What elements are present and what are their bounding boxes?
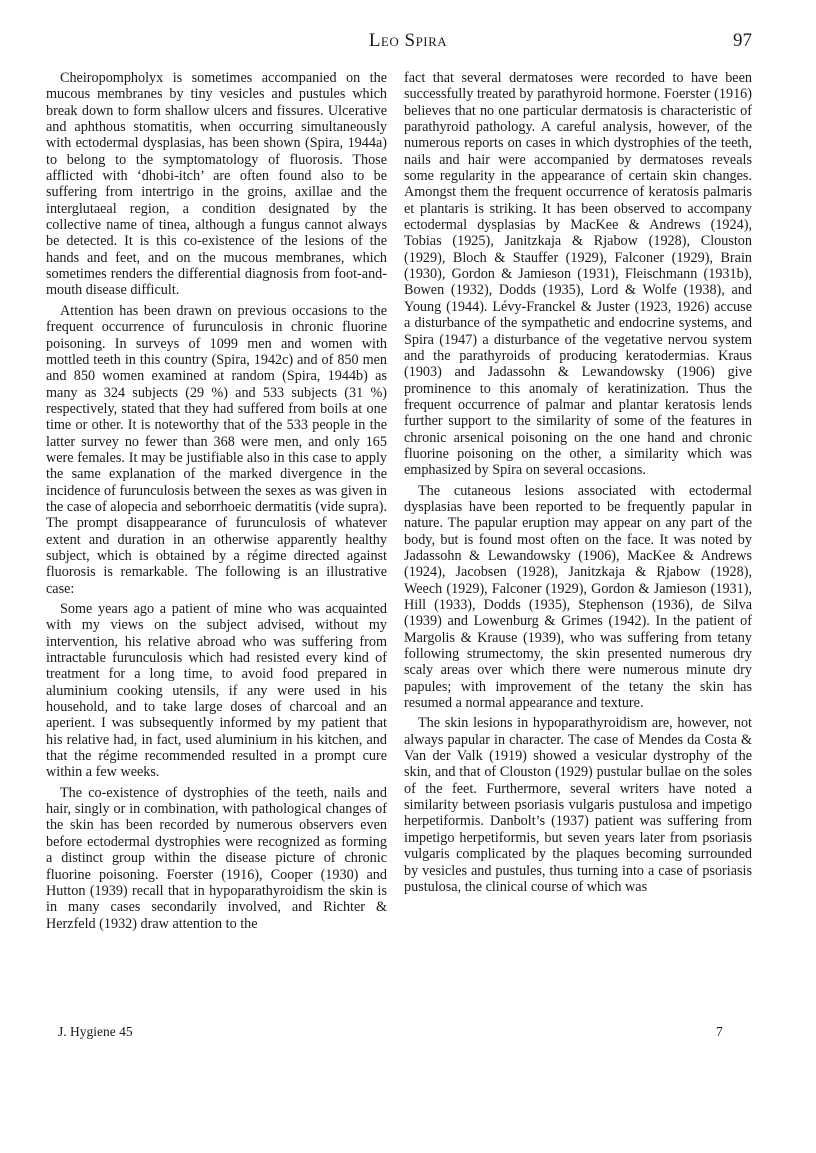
paragraph: The cutaneous lesions associated with ectodermal dysplasias have been reported to be frequently papular in nature. The papular eruption may appear on any part of the body, but is found most often on the face. It was noted by Jadassohn & Lewandowsky (1906), MacKee & Andrews (1924), Jacobsen (1928), Janitzkaja & Rjabow (1928), Weech (1929), Falconer (1929), Gordon & Jamieson (1931), Hill (1933), Dodds (1935), Stephenson (1936), de Silva (1939) and Lowenburg & Grimes (1942). In the patient of Margolis & Krause (1939), who was suffering from tetany following strumectomy, the skin presented numerous dry scaly areas over which there were numerous minute dry papules; with improvement of the tetany the skin has resumed a normal appearance and texture. [404,482,752,712]
paragraph-continuation: fact that several dermatoses were recorded to have been successfully treated by parathyroid hormone. Foerster (1916) believes that no one particular dermatosis is characteristic of parathyroid pathology. A careful analysis, however, of the numerous reports on cases in which dystrophies of the teeth, nails and hair were accompanied by dermatoses reveals some regularity in the appearance of certain skin changes. Amongst them the frequent occurrence of keratosis palmaris et plantaris is striking. It has been observed to accompany ectodermal dysplasias by MacKee & Andrews (1924), Tobias (1925), Janitzkaja & Rjabow (1928), Clouston (1929), Bloch & Stauffer (1929), Falconer (1929), Brain (1930), Gordon & Jamieson (1931), Fleischmann (1931b), Bowen (1932), Dodds (1935), Lord & Wolfe (1938), and Young (1944). Lévy-Franckel & Juster (1923, 1926) accuse a disturbance of the sympathetic and endocrine systems, and Spira (1947) a disturbance of the vegetative nervou system and the parathyroids of producing keratodermias. Kraus (1903) and Jadassohn & Lewandowsky (1906) give prominence to this anomaly of keratinization. Thus the frequent occurrence of palmar and plantar keratosis lends further support to the similarity of some of the features in chronic arsenical poisoning on the one hand and chronic fluorine poisoning on the other, a similarity which was emphasized by Spira on several occasions. [404,70,752,479]
paragraph: Cheiropompholyx is sometimes accompanied on the mucous membranes by tiny vesicles and pustules which break down to form shallow ulcers and fissures. Ulcerative and aphthous stomatitis, when occurring simultaneously with ectodermal dysplasias, has been shown (Spira, 1944a) to belong to the symptomatology of fluorosis. Those afflicted with ‘dhobi-itch’ are often found also to be suffering from intertrigo in the groins, axillae and the interglutaeal region, a condition designated by the collective name of tinea, although a fungus cannot always be detected. It is this co-existence of the lesions of the hands and feet, and on the mucous membranes, which sometimes renders the differential diagnosis from foot-and-mouth disease difficult. [46,70,387,299]
right-column [404,70,752,895]
page-footer [0,1024,816,1046]
running-head [0,30,816,56]
paragraph: The skin lesions in hypoparathyroidism are, however, not always papular in character. The case of Mendes da Costa & Van der Valk (1919) showed a vesicular dystrophy of the skin, and that of Clouston (1929) pustular bullae on the soles of the feet. Furthermore, several writers have noted a similarity between psoriasis vulgaris pustulosa and impetigo herpetiformis. Danbolt’s (1937) patient was suffering from impetigo herpetiformis, but seven years later from psoriasis vulgaris complicated by the plaques becoming surrounded by vesicles and pustules, thus turning into a case of psoriasis pustulosa, the clinical course of which was [404,715,752,895]
paragraph: Some years ago a patient of mine who was acquainted with my views on the subject advised, without my intervention, his relative abroad who was suffering from intractable furunculosis which had resisted every kind of treatment for a long time, to avoid food prepared in aluminium cooking utensils, if any were used in his household, and to take large doses of charcoal and an aperient. I was subsequently informed by my patient that his relative had, in fact, used aluminium in his kitchen, and that the régime recommended resulted in a prompt cure within a few weeks. [46,601,387,781]
paragraph: Attention has been drawn on previous occasions to the frequent occurrence of furunculosis in chronic fluorine poisoning. In surveys of 1099 men and women with mottled teeth in this country (Spira, 1942c) and of 850 men and 850 women examined at random (Spira, 1944b) as many as 324 subjects (29 %) and 533 subjects (31 %) respectively, stated that they had suffered from boils at one time or other. It is noteworthy that of the 533 people in the latter survey no fewer than 368 were men, and only 165 were females. It may be justifiable also in this case to apply the same explanation of the marked divergence in the incidence of furunculosis between the sexes as was given in the case of alopecia and seborrhoeic dermatitis (vide supra). The prompt disappearance of furunculosis of whatever extent and duration in an otherwise apparently healthy subject, which is obtained by a régime directed against fluorosis is remarkable. The following is an illustrative case: [46,302,387,597]
paragraph: The co-existence of dystrophies of the teeth, nails and hair, singly or in combination, with pathological changes of the skin has been recorded by numerous observers even before ectodermal dystrophies were recognized as forming a distinct group within the disease picture of chronic fluorine poisoning. Foerster (1916), Cooper (1930) and Hutton (1939) recall that in hypoparathyroidism the skin is in many cases secondarily involved, and Richter & Herzfeld (1932) draw attention to the [46,784,387,932]
signature-mark: 7 [716,1024,723,1039]
left-column [46,70,387,932]
journal-reference: J. Hygiene 45 [58,1024,133,1039]
running-title: Leo Spira [368,30,448,51]
page-number: 97 [733,30,752,51]
